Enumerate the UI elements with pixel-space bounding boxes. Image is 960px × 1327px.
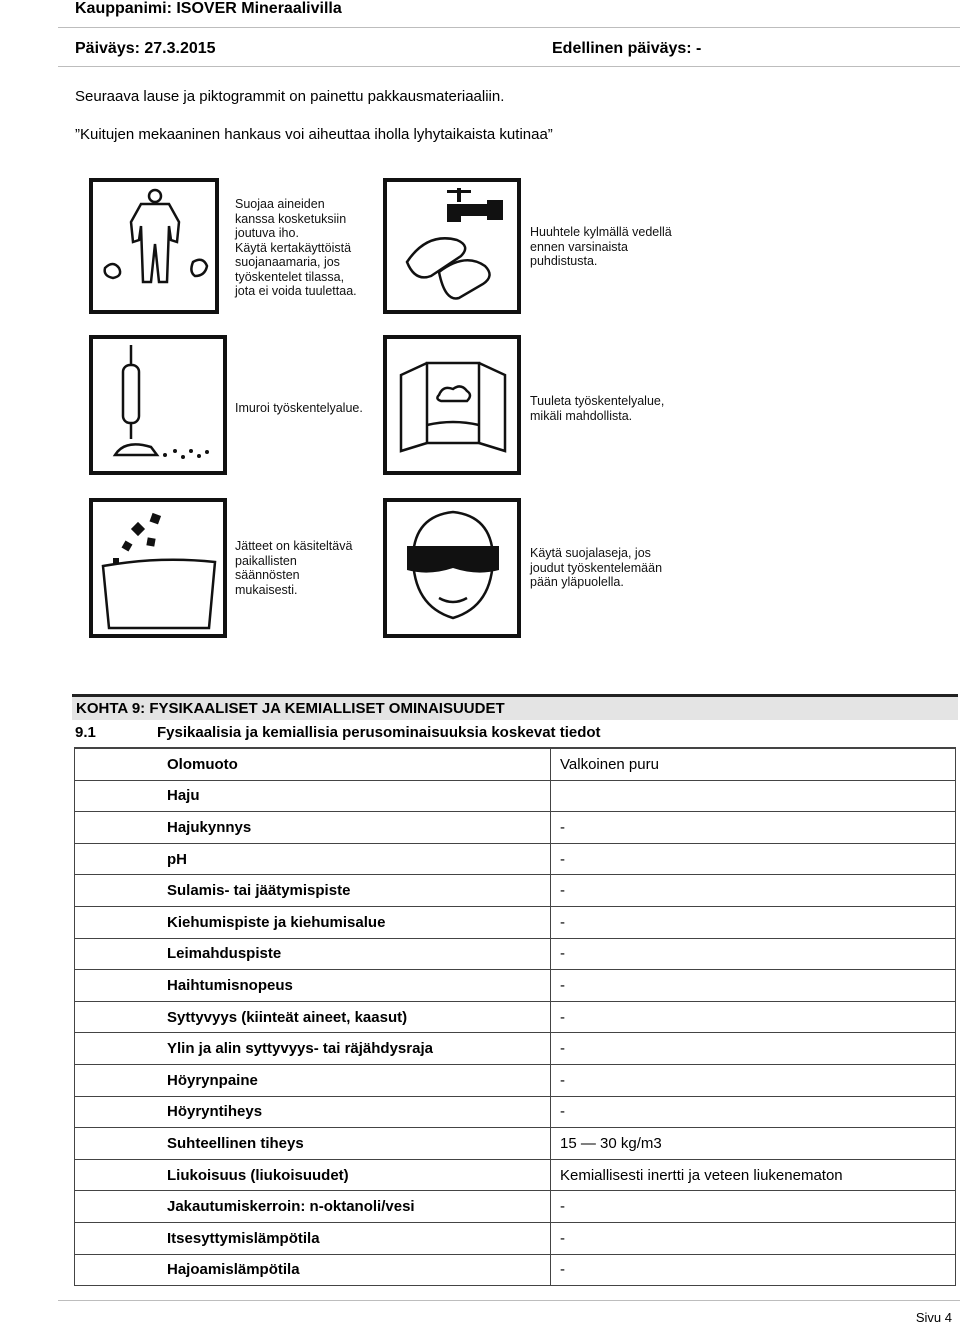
subsection-title: Fysikaalisia ja kemiallisia perusominaisuuksia koskevat tiedot — [157, 724, 601, 741]
protective-text-line: joutuva iho. — [235, 226, 299, 240]
protective-text — [235, 197, 357, 299]
rinse-pictogram — [383, 178, 521, 314]
property-value: - — [551, 1064, 956, 1096]
property-value: - — [551, 875, 956, 907]
table-row — [75, 1128, 956, 1160]
property-label: Itsesyttymislämpötila — [75, 1222, 551, 1254]
ventilate-pictogram — [383, 335, 521, 475]
property-label: Suhteellinen tiheys — [75, 1128, 551, 1160]
vacuum-cleaner-icon — [93, 339, 223, 471]
product-name: Kauppanimi: ISOVER Mineraalivilla — [75, 0, 342, 17]
property-value: - — [551, 812, 956, 844]
property-value — [551, 780, 956, 812]
waste-text — [235, 539, 352, 597]
table-row — [75, 1033, 956, 1065]
protective-text-line: jota ei voida tuulettaa. — [235, 284, 357, 298]
intro-line-2: ”Kuitujen mekaaninen hankaus voi aiheuttaa iholla lyhytaikaista kutinaa” — [75, 126, 553, 143]
header-divider-2 — [58, 66, 960, 67]
table-row — [75, 1001, 956, 1033]
property-label: Haihtumisnopeus — [75, 970, 551, 1002]
table-row — [75, 1096, 956, 1128]
safety-goggles-icon — [387, 502, 517, 634]
section-9-header — [72, 694, 958, 720]
property-value: - — [551, 1096, 956, 1128]
property-label: Ylin ja alin syttyvyys- tai räjähdysraja — [75, 1033, 551, 1065]
protective-clothing-pictogram — [89, 178, 219, 314]
property-value: - — [551, 1222, 956, 1254]
properties-table — [74, 747, 956, 1286]
property-value: - — [551, 938, 956, 970]
property-label: Sulamis- tai jäätymispiste — [75, 875, 551, 907]
property-label: Kiehumispiste ja kiehumisalue — [75, 906, 551, 938]
property-label: pH — [75, 843, 551, 875]
property-value: Kemiallisesti inertti ja veteen liukenematon — [551, 1159, 956, 1191]
property-value: - — [551, 906, 956, 938]
property-value: - — [551, 1001, 956, 1033]
property-label: Höyryntiheys — [75, 1096, 551, 1128]
table-row — [75, 970, 956, 1002]
table-row — [75, 1159, 956, 1191]
table-row — [75, 1254, 956, 1286]
goggles-text — [530, 546, 662, 590]
protective-text-line: työskentelet tilassa, — [235, 269, 345, 284]
open-window-icon — [387, 339, 517, 471]
property-value: - — [551, 1033, 956, 1065]
waste-text-line: mukaisesti. — [235, 582, 298, 597]
subsection-number: 9.1 — [75, 724, 96, 741]
waste-pictogram — [89, 498, 227, 638]
ventilate-text-line: mikäli mahdollista. — [530, 408, 633, 423]
table-row — [75, 748, 956, 780]
property-value: - — [551, 843, 956, 875]
rinse-text-line: puhdistusta. — [530, 254, 598, 268]
table-row — [75, 1064, 956, 1096]
property-label: Haju — [75, 780, 551, 812]
property-label: Olomuoto — [75, 748, 551, 780]
property-label: Hajoamislämpötila — [75, 1254, 551, 1286]
previous-date: Edellinen päiväys: - — [552, 40, 702, 57]
page-number: Sivu 4 — [915, 1310, 952, 1325]
intro-line-1: Seuraava lause ja piktogrammit on painettu pakkausmateriaaliin. — [75, 88, 505, 105]
protective-text-line: Käytä kertakäyttöistä — [235, 240, 352, 255]
waste-bag-icon — [93, 502, 223, 634]
vacuum-pictogram — [89, 335, 227, 475]
protective-text-line: Suojaa aineiden — [235, 197, 325, 211]
table-row — [75, 1191, 956, 1223]
vacuum-text-line: Imuroi työskentelyalue. — [235, 401, 363, 415]
faucet-hands-icon — [387, 182, 517, 310]
ventilate-text-line: Tuuleta työskentelyalue, — [530, 394, 665, 408]
property-label: Jakautumiskerroin: n-oktanoli/vesi — [75, 1191, 551, 1223]
rinse-text-line: ennen varsinaista — [530, 239, 628, 254]
goggles-text-line: Käytä suojalaseja, jos — [530, 546, 651, 560]
rinse-text — [530, 225, 672, 269]
table-row — [75, 906, 956, 938]
vacuum-text — [235, 401, 363, 416]
property-label: Hajukynnys — [75, 812, 551, 844]
table-row — [75, 938, 956, 970]
goggles-text-line: joudut työskentelemään — [530, 560, 663, 575]
waste-text-line: Jätteet on käsiteltävä — [235, 539, 353, 553]
coverall-icon — [93, 182, 215, 310]
property-value: Valkoinen puru — [551, 748, 956, 780]
goggles-text-line: pään yläpuolella. — [530, 575, 624, 589]
waste-text-line: paikallisten — [235, 553, 297, 568]
property-value: - — [551, 1254, 956, 1286]
property-label: Liukoisuus (liukoisuudet) — [75, 1159, 551, 1191]
protective-text-line: suojanaamaria, jos — [235, 255, 340, 269]
table-row — [75, 843, 956, 875]
table-row — [75, 780, 956, 812]
property-label: Syttyvyys (kiinteät aineet, kaasut) — [75, 1001, 551, 1033]
section-title: KOHTA 9: FYSIKAALISET JA KEMIALLISET OMINAISUUDET — [76, 700, 505, 717]
goggles-pictogram — [383, 498, 521, 638]
header-divider — [58, 27, 960, 28]
table-row — [75, 875, 956, 907]
protective-text-line: kanssa kosketuksiin — [235, 211, 347, 226]
waste-text-line: säännösten — [235, 568, 300, 582]
rinse-text-line: Huuhtele kylmällä vedellä — [530, 225, 672, 239]
property-label: Höyrynpaine — [75, 1064, 551, 1096]
footer-divider — [58, 1300, 960, 1301]
property-value: - — [551, 970, 956, 1002]
table-row — [75, 1222, 956, 1254]
subsection-heading — [75, 724, 601, 741]
table-row — [75, 812, 956, 844]
property-label: Leimahduspiste — [75, 938, 551, 970]
document-date: Päiväys: 27.3.2015 — [75, 40, 216, 57]
property-value: - — [551, 1191, 956, 1223]
ventilate-text — [530, 394, 664, 423]
property-value: 15 — 30 kg/m3 — [551, 1128, 956, 1160]
